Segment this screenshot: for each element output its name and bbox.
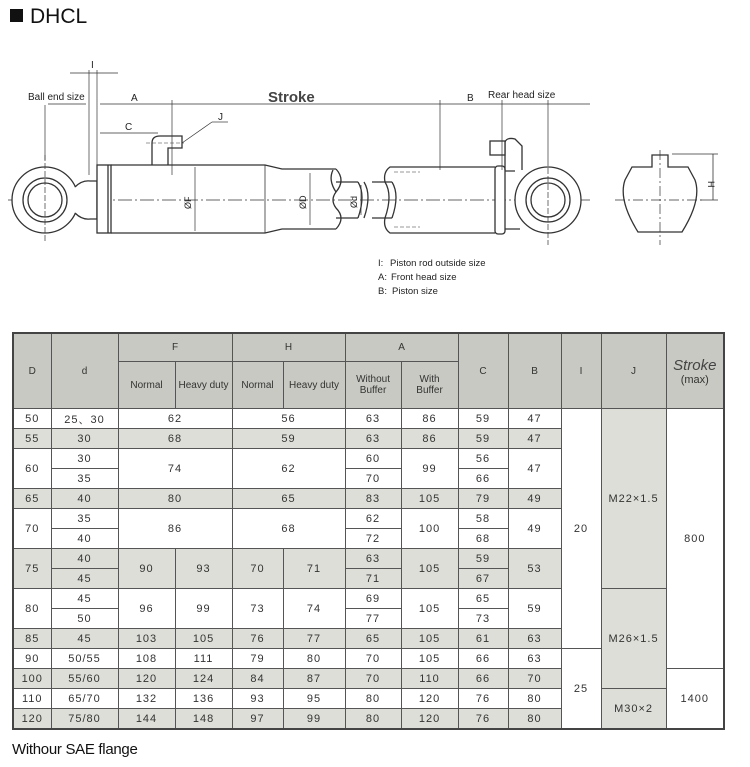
table-cell: 59 bbox=[458, 549, 508, 569]
header-I: I bbox=[561, 333, 601, 409]
table-cell: 120 bbox=[13, 709, 51, 730]
label-ball-end-size: Ball end size bbox=[28, 92, 85, 103]
label-B: B bbox=[467, 93, 474, 104]
table-cell: 84 bbox=[232, 669, 283, 689]
header-A-without-buffer: Without Buffer bbox=[345, 362, 401, 409]
table-cell: 90 bbox=[118, 549, 175, 589]
table-cell: 83 bbox=[345, 489, 401, 509]
table-cell: 49 bbox=[508, 489, 561, 509]
table-cell: 87 bbox=[283, 669, 345, 689]
footer-note: Withour SAE flange bbox=[12, 741, 138, 758]
header-d: d bbox=[51, 333, 118, 409]
table-cell: 65 bbox=[232, 489, 345, 509]
table-cell: 120 bbox=[401, 689, 458, 709]
header-stroke-label: Stroke bbox=[673, 356, 717, 374]
table-cell: 80 bbox=[283, 649, 345, 669]
table-cell: 99 bbox=[175, 589, 232, 629]
table-cell: 80 bbox=[345, 689, 401, 709]
table-cell: 40 bbox=[51, 549, 118, 569]
table-cell: 50 bbox=[13, 409, 51, 429]
table-cell: 66 bbox=[458, 649, 508, 669]
table-cell: 100 bbox=[13, 669, 51, 689]
table-cell: 148 bbox=[175, 709, 232, 730]
legend bbox=[378, 258, 486, 297]
table-cell: 65 bbox=[13, 489, 51, 509]
table-cell: 144 bbox=[118, 709, 175, 730]
table-cell: 80 bbox=[508, 689, 561, 709]
table-cell: 66 bbox=[458, 669, 508, 689]
table-body bbox=[13, 409, 724, 730]
table-row bbox=[13, 409, 724, 429]
table-cell: 70 bbox=[232, 549, 283, 589]
specification-table bbox=[12, 332, 725, 730]
table-cell: 70 bbox=[345, 669, 401, 689]
table-cell: 132 bbox=[118, 689, 175, 709]
label-I: I bbox=[91, 60, 94, 71]
header-stroke bbox=[666, 333, 724, 409]
table-cell: 75/80 bbox=[51, 709, 118, 730]
table-cell: 97 bbox=[232, 709, 283, 730]
header-B: B bbox=[508, 333, 561, 409]
table-cell: 62 bbox=[232, 449, 345, 489]
header-row bbox=[13, 333, 724, 362]
table-cell: 86 bbox=[118, 509, 232, 549]
header-F-heavy-duty: Heavy duty bbox=[175, 362, 232, 409]
table-cell: 110 bbox=[401, 669, 458, 689]
label-C: C bbox=[125, 122, 133, 133]
table-cell: 30 bbox=[51, 449, 118, 469]
table-cell: 62 bbox=[118, 409, 232, 429]
table-cell: 55 bbox=[13, 429, 51, 449]
table-cell: 62 bbox=[345, 509, 401, 529]
header-stroke-max: (max) bbox=[680, 373, 709, 386]
table-cell: 124 bbox=[175, 669, 232, 689]
table-cell: 76 bbox=[232, 629, 283, 649]
table-cell: 70 bbox=[345, 649, 401, 669]
table-cell: 80 bbox=[118, 489, 232, 509]
table-cell: 80 bbox=[13, 589, 51, 629]
table-cell: 50/55 bbox=[51, 649, 118, 669]
table-cell: 47 bbox=[508, 449, 561, 489]
table-cell: 120 bbox=[401, 709, 458, 730]
table-cell: 59 bbox=[508, 589, 561, 629]
legend-key: I: bbox=[378, 258, 384, 269]
table-cell: 59 bbox=[458, 409, 508, 429]
table-cell: 35 bbox=[51, 509, 118, 529]
table-cell: 55/60 bbox=[51, 669, 118, 689]
legend-key: A: bbox=[378, 272, 387, 283]
black-square-bullet-icon bbox=[10, 9, 23, 22]
table-cell: 63 bbox=[508, 649, 561, 669]
label-stroke: Stroke bbox=[268, 89, 315, 106]
table-cell: 67 bbox=[458, 569, 508, 589]
table-cell: 40 bbox=[51, 529, 118, 549]
header-F-normal: Normal bbox=[118, 362, 175, 409]
label-phi-D: ØD bbox=[298, 195, 308, 209]
cylinder-rear bbox=[385, 138, 581, 245]
table-cell: 79 bbox=[458, 489, 508, 509]
table-cell: 25 bbox=[561, 649, 601, 730]
table-cell: 73 bbox=[458, 609, 508, 629]
table-cell: 53 bbox=[508, 549, 561, 589]
table-cell: 72 bbox=[345, 529, 401, 549]
table-cell: 45 bbox=[51, 589, 118, 609]
table-cell: 63 bbox=[508, 629, 561, 649]
table-cell: 95 bbox=[283, 689, 345, 709]
table-cell: 71 bbox=[345, 569, 401, 589]
table-cell: 49 bbox=[508, 509, 561, 549]
table-cell: 105 bbox=[401, 549, 458, 589]
table-cell: 71 bbox=[283, 549, 345, 589]
cylinder-front bbox=[97, 136, 396, 233]
table-cell: 45 bbox=[51, 629, 118, 649]
table-cell: 80 bbox=[508, 709, 561, 730]
table-cell: 66 bbox=[458, 469, 508, 489]
table-cell: 1400 bbox=[666, 669, 724, 730]
table-cell: 25、30 bbox=[51, 409, 118, 429]
page-title: DHCL bbox=[30, 5, 88, 28]
table-cell: 136 bbox=[175, 689, 232, 709]
table-cell: 63 bbox=[345, 409, 401, 429]
label-H: H bbox=[706, 181, 716, 188]
header-A: A bbox=[345, 333, 458, 362]
table-cell: 105 bbox=[175, 629, 232, 649]
table-cell: 65 bbox=[458, 589, 508, 609]
header-H: H bbox=[232, 333, 345, 362]
table-cell: 105 bbox=[401, 489, 458, 509]
side-view bbox=[615, 150, 718, 245]
legend-text: Piston rod outside size bbox=[390, 258, 486, 269]
table-row bbox=[13, 689, 724, 709]
header-F: F bbox=[118, 333, 232, 362]
label-phi-d: Ød bbox=[349, 195, 359, 208]
table-cell: 80 bbox=[345, 709, 401, 730]
table-cell: 73 bbox=[232, 589, 283, 629]
table-cell: 77 bbox=[283, 629, 345, 649]
table-cell: 76 bbox=[458, 709, 508, 730]
table-cell: 56 bbox=[458, 449, 508, 469]
label-phi-F: ØF bbox=[183, 196, 193, 209]
table-cell: 120 bbox=[118, 669, 175, 689]
hydraulic-cylinder-diagram bbox=[0, 0, 750, 325]
table-cell: 108 bbox=[118, 649, 175, 669]
table-cell: 60 bbox=[13, 449, 51, 489]
table-cell: 58 bbox=[458, 509, 508, 529]
table-cell: 93 bbox=[232, 689, 283, 709]
table-cell: 56 bbox=[232, 409, 345, 429]
header-C: C bbox=[458, 333, 508, 409]
table-cell: 800 bbox=[666, 409, 724, 669]
label-J: J bbox=[218, 112, 223, 123]
table-cell: 68 bbox=[118, 429, 232, 449]
table-cell: 45 bbox=[51, 569, 118, 589]
table-cell: 103 bbox=[118, 629, 175, 649]
header-H-normal: Normal bbox=[232, 362, 283, 409]
table-cell: 65 bbox=[345, 629, 401, 649]
table-cell: 75 bbox=[13, 549, 51, 589]
label-rear-head-size: Rear head size bbox=[488, 90, 556, 101]
table-cell: 105 bbox=[401, 589, 458, 629]
table-cell: 70 bbox=[345, 469, 401, 489]
title bbox=[10, 5, 87, 28]
table-cell: 63 bbox=[345, 429, 401, 449]
table-cell: 63 bbox=[345, 549, 401, 569]
table-cell: 61 bbox=[458, 629, 508, 649]
table-cell: 59 bbox=[232, 429, 345, 449]
table-cell: 90 bbox=[13, 649, 51, 669]
table-cell: 74 bbox=[118, 449, 232, 489]
table-cell: 86 bbox=[401, 429, 458, 449]
table-cell: 77 bbox=[345, 609, 401, 629]
table-cell: 79 bbox=[232, 649, 283, 669]
header-D: D bbox=[13, 333, 51, 409]
table-cell: 105 bbox=[401, 629, 458, 649]
table-cell: 68 bbox=[458, 529, 508, 549]
table-cell: 60 bbox=[345, 449, 401, 469]
table-cell: 35 bbox=[51, 469, 118, 489]
table-cell: 99 bbox=[283, 709, 345, 730]
table-row bbox=[13, 589, 724, 609]
table-cell: 74 bbox=[283, 589, 345, 629]
table-cell: 47 bbox=[508, 409, 561, 429]
table-cell: 50 bbox=[51, 609, 118, 629]
table-cell: 100 bbox=[401, 509, 458, 549]
legend-text: Front head size bbox=[391, 272, 457, 283]
table-cell: M22×1.5 bbox=[601, 409, 666, 589]
table-cell: M30×2 bbox=[601, 689, 666, 730]
table-cell: 40 bbox=[51, 489, 118, 509]
table-cell: 59 bbox=[458, 429, 508, 449]
table-cell: 69 bbox=[345, 589, 401, 609]
header-H-heavy-duty: Heavy duty bbox=[283, 362, 345, 409]
table-cell: 86 bbox=[401, 409, 458, 429]
header-J: J bbox=[601, 333, 666, 409]
table-cell: 99 bbox=[401, 449, 458, 489]
table-cell: 65/70 bbox=[51, 689, 118, 709]
table-cell: 110 bbox=[13, 689, 51, 709]
legend-text: Piston size bbox=[392, 286, 438, 297]
rod-end-eye bbox=[12, 155, 97, 243]
table-cell: 111 bbox=[175, 649, 232, 669]
table-cell: 30 bbox=[51, 429, 118, 449]
table-cell: 93 bbox=[175, 549, 232, 589]
label-A: A bbox=[131, 93, 138, 104]
table-cell: 96 bbox=[118, 589, 175, 629]
header-A-with-buffer: With Buffer bbox=[401, 362, 458, 409]
table-cell: 76 bbox=[458, 689, 508, 709]
table-cell: 20 bbox=[561, 409, 601, 649]
table-cell: 85 bbox=[13, 629, 51, 649]
table-cell: 105 bbox=[401, 649, 458, 669]
table-cell: 47 bbox=[508, 429, 561, 449]
table-cell: M26×1.5 bbox=[601, 589, 666, 689]
table-cell: 70 bbox=[508, 669, 561, 689]
legend-key: B: bbox=[378, 286, 387, 297]
table-cell: 68 bbox=[232, 509, 345, 549]
table-cell: 70 bbox=[13, 509, 51, 549]
